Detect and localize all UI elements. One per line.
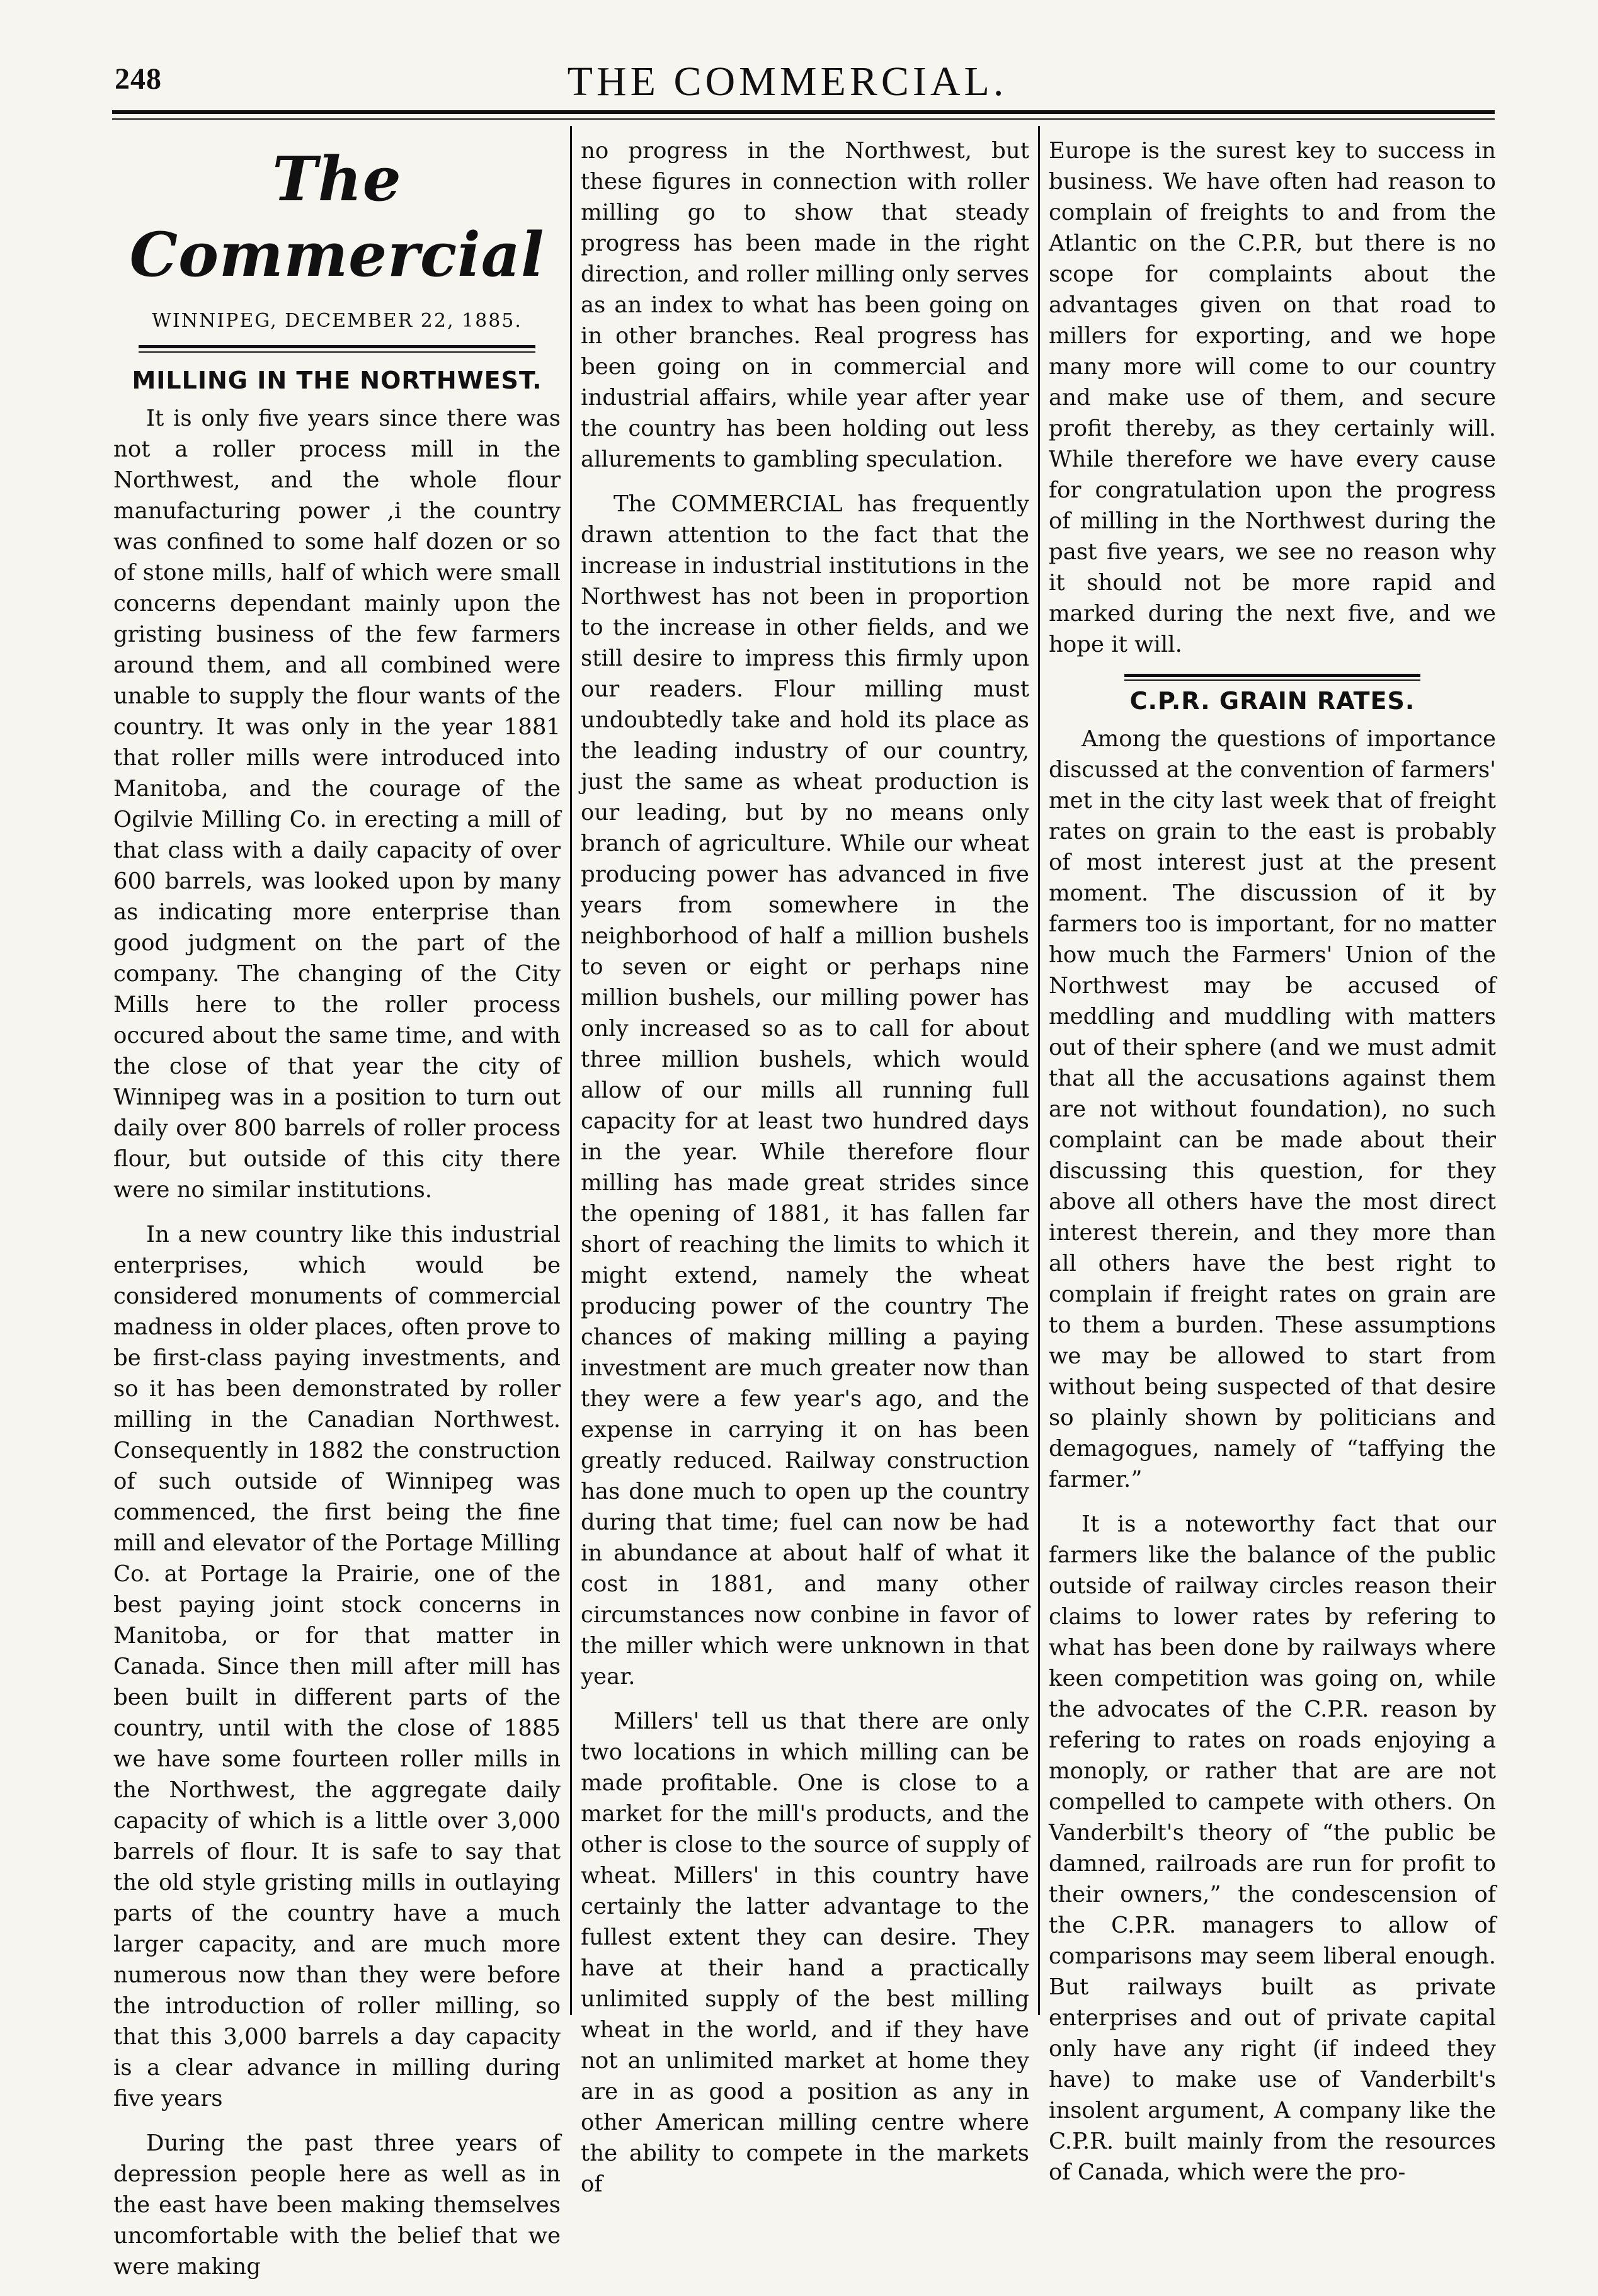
page-number: 248	[115, 62, 162, 96]
article-paragraph: The COMMERCIAL has frequently drawn attention to the fact that the increase in industrial institutions in the Northwest has not been in proportion to the increase in other fields, and we still desire to impress this firmly upon our readers. Flour milling must undoubtedly take and hold its place as the leading industry of our country, just the same as wheat production is our leading, but by no means only branch of agriculture. While our wheat producing power has advanced in five years from somewhere in the neighborhood of half a million bushels to seven or eight or perhaps nine million bushels, our milling power has only increased so as to call for about three million bushels, which would allow of our mills all running full capacity for at least two hundred days in the year. While therefore flour milling has made great strides since the opening of 1881, it has fallen far short of reaching the limits to which it might extend, namely the wheat producing power of the country The chances of making milling a paying investment are much greater now than they were a few year's ago, and the expense in carrying it on has been greatly reduced. Railway construction has done much to open up the country during that time; fuel can now be had in abundance at about half of what it cost in 1881, and many other circumstances now conbine in favor of the miller which were unknown in that year.	[581, 491, 1029, 1690]
masthead-title: The Commercial	[129, 144, 545, 290]
header-rule	[112, 110, 1495, 114]
dateline: WINNIPEG, DECEMBER 22, 1885.	[152, 310, 522, 332]
article-paragraph: Among the questions of importance discussed at the convention of farmers' met in the city last week that of freight rates on grain to the east is probably of most interest just at the present moment. The discussion of it by farmers too is important, for no matter how much the Farmers' Union of the Northwest may be accused of meddling and muddling with matters out of their sphere (and we must admit that all the accusations against them are not without foundation), no such complaint can be made about their discussing this question, for they above all others have the most direct interest therein, and they more than all others have the best right to complain if freight rates on grain are to them a burden. These assumptions we may be allowed to start from without being suspected of that desire so plainly shown by politicians and demagogues, namely of “taffying the farmer.”	[1049, 726, 1496, 1492]
column-1	[113, 135, 561, 2296]
masthead-rule	[139, 345, 535, 353]
article-paragraph: Europe is the surest key to success in business. We have often had reason to complain of freights to and from the Atlantic on the C.P.R, but there is no scope for complaints about the advantages given on that road to millers for exporting, and we hope many more will come to our country and make use of them, and secure profit thereby, as they certainly will. While therefore we have every cause for congratulation upon the progress of milling in the Northwest during the past five years, we see no reason why it should not be more rapid and marked during the next five, and we hope it will.	[1049, 138, 1496, 657]
article-headline-milling: MILLING IN THE NORTHWEST.	[132, 367, 542, 394]
column-divider	[1038, 126, 1040, 2015]
header-rule-thin	[112, 118, 1495, 120]
article-headline-grain-rates: C.P.R. GRAIN RATES.	[1129, 687, 1415, 715]
headline-rule	[1124, 674, 1420, 681]
article-paragraph: no progress in the Northwest, but these figures in connection with roller milling go to show that steady progress has been made in the right direction, and roller milling only serves as an index to what has been going on in other branches. Real progress has been going on in commercial and industrial affairs, while year after year the country has been holding out less allurements to gambling speculation.	[581, 138, 1029, 472]
column-divider	[570, 126, 572, 2015]
article-paragraph: It is a noteworthy fact that our farmers like the balance of the public outside of railway circles reason their claims to lower rates by refering to what has been done by railways where keen competition was going on, while the advocates of the C.P.R. reason by refering to rates on roads enjoying a monoply, or rather that are are not compelled to campete with others. On Vanderbilt's theory of “the public be damned, railroads are run for profit to their owners,” the condescension of the C.P.R. managers to allow of comparisons may seem liberal enough. But railways built as private enterprises and out of private capital only have any right (if indeed they have) to make use of Vanderbilt's insolent argument, A company like the C.P.R. built mainly from the resources of Canada, which were the pro-	[1049, 1511, 1496, 2185]
article-paragraph: During the past three years of depression people here as well as in the east have been making themselves uncomfortable with the belief that we were making	[113, 2130, 561, 2280]
article-paragraph: In a new country like this industrial enterprises, which would be considered monuments of commercial madness in older places, often prove to be first-class paying investments, and so it has been demonstrated by roller milling in the Canadian Northwest. Consequently in 1882 the construction of such outside of Winnipeg was commenced, the first being the fine mill and elevator of the Portage Milling Co. at Portage la Prairie, one of the best paying joint stock concerns in Manitoba, or for that matter in Canada. Since then mill after mill has been built in different parts of the country, until with the close of 1885 we have some fourteen roller mills in the Northwest, the aggregate daily capacity of which is a little over 3,000 barrels of flour. It is safe to say that the old style gristing mills in outlaying parts of the country have a much larger capacity, and are much more numerous now than they were before the introduction of roller milling, so that this 3,000 barrels a day capacity is a clear advance in milling during five years	[113, 1222, 561, 2111]
column-3	[1049, 135, 1496, 2202]
column-2	[581, 135, 1029, 2214]
journal-title: THE COMMERCIAL.	[567, 59, 1008, 105]
article-paragraph: Millers' tell us that there are only two locations in which milling can be made profitable. One is close to a market for the mill's products, and the other is close to the source of supply of wheat. Millers' in this country have certainly the latter advantage to the fullest extent they can desire. They have at their hand a practically unlimited supply of the best milling wheat in the world, and if they have not an unlimited market at home they are in as good a position as any in other American milling centre where the ability to compete in the markets of	[581, 1708, 1029, 2197]
running-head	[101, 49, 1474, 106]
article-paragraph: It is only five years since there was not a roller process mill in the Northwest, and the whole flour manufacturing power ,i the country was confined to some half dozen or so of stone mills, half of which were small concerns dependant mainly upon the gristing business of the few farmers around them, and all combined were unable to supply the flour wants of the country. It was only in the year 1881 that roller mills were introduced into Manitoba, and the courage of the Ogilvie Milling Co. in erecting a mill of that class with a daily capacity of over 600 barrels, was looked upon by many as indicating more enterprise than good judgment on the part of the company. The changing of the City Mills here to the roller process occured about the same time, and with the close of that year the city of Winnipeg was in a position to turn out daily over 800 barrels of roller process flour, but outside of this city there were no similar institutions.	[113, 406, 561, 1203]
